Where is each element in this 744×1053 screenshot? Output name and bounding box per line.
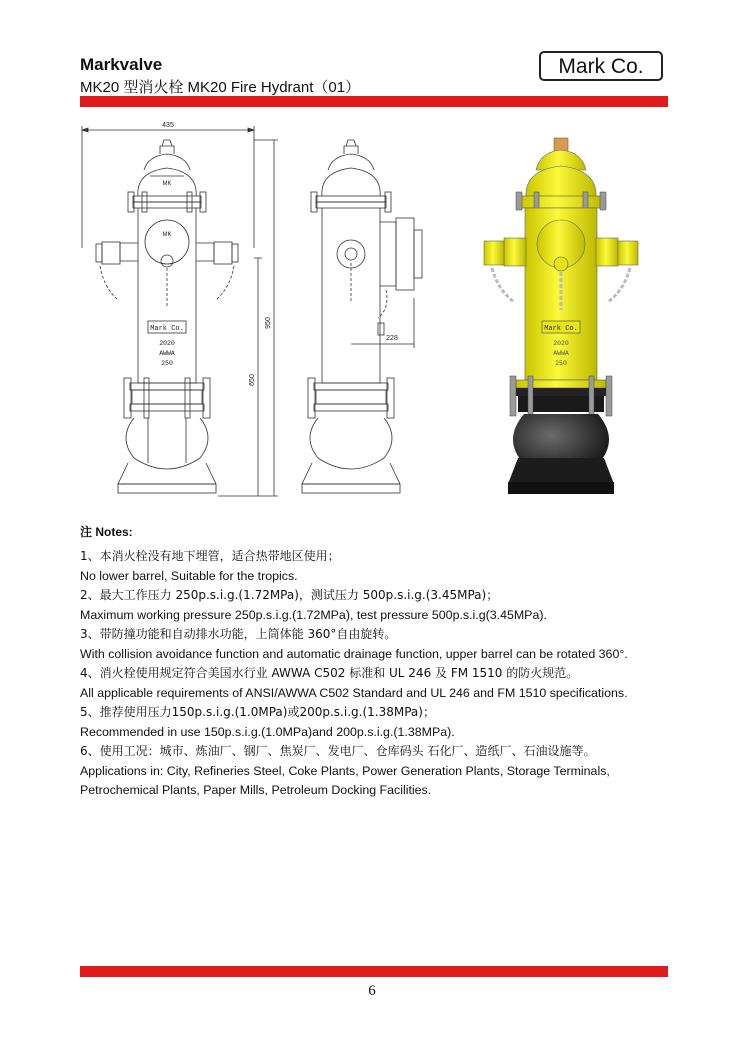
note-line: Recommended in use 150p.s.i.g.(1.0MPa)and 200p.s.i.g.(1.38MPa). <box>80 724 455 739</box>
note-line: Maximum working pressure 250p.s.i.g.(1.72MPa), test pressure 500p.s.i.g(3.45MPa). <box>80 607 547 622</box>
notes-heading: 注 Notes: <box>80 525 133 539</box>
render-plate-text: Mark Co. <box>544 325 578 333</box>
brand-name: Markvalve <box>80 55 163 74</box>
note-line: No lower barrel, Suitable for the tropics. <box>80 568 298 583</box>
render-barrel-standard: AWWA <box>553 350 569 357</box>
note-line: 5、推荐使用压力150p.s.i.g.(1.0MPa)或200p.s.i.g.(1.38MPa)； <box>80 705 435 719</box>
bonnet-mark: MK <box>162 181 172 187</box>
page-number: 6 <box>368 983 376 999</box>
dim-offset-label: 228 <box>386 335 398 342</box>
note-line: 3、带防撞功能和自动排水功能，上筒体能 360°自由旋转。 <box>80 627 397 641</box>
note-line: 2、最大工作压力 250p.s.i.g.(1.72MPa)，测试压力 500p.s.i.g.(3.45MPa)； <box>80 588 499 602</box>
note-line: Petrochemical Plants, Paper Mills, Petroleum Docking Facilities. <box>80 783 432 797</box>
note-line: 4、消火栓使用规定符合美国水行业 AWWA C502 标准和 UL 246 及 FM 1510 的防火规范。 <box>80 666 579 680</box>
barrel-standard: AWWA <box>159 350 175 357</box>
front-view-drawing <box>82 126 278 496</box>
company-logo: Mark Co. <box>539 51 663 81</box>
note-line: 1、本消火栓没有地下埋管，适合热带地区使用； <box>80 549 340 563</box>
barrel-year: 2020 <box>159 340 175 347</box>
dim-height-lower-label: 650 <box>249 374 256 386</box>
plate-text: Mark Co. <box>150 325 184 333</box>
hydrant-figures <box>78 118 668 508</box>
render-barrel-pressure: 250 <box>555 360 567 367</box>
document-title: MK20 型消火栓 MK20 Fire Hydrant（01） <box>80 79 361 96</box>
header-red-rule <box>80 96 668 107</box>
hydrant-color-render <box>484 138 638 494</box>
note-line: Applications in: City, Refineries Steel, Coke Plants, Power Generation Plants, Storage Terminals, <box>80 763 610 778</box>
barrel-pressure: 250 <box>161 360 173 367</box>
nozzle-mark: MK <box>162 232 172 238</box>
side-view-drawing <box>302 140 422 493</box>
render-barrel-year: 2020 <box>553 340 569 347</box>
notes-section <box>80 523 680 801</box>
note-line: All applicable requirements of ANSI/AWWA C502 Standard and UL 246 and FM 1510 specifications. <box>80 685 628 700</box>
footer-red-rule <box>80 966 668 977</box>
dim-height-total-label: 950 <box>265 317 272 329</box>
dim-width-label: 435 <box>162 122 174 129</box>
note-line: With collision avoidance function and automatic drainage function, upper barrel can be rotated 360°. <box>80 646 628 661</box>
note-line: 6、使用工况：城市、炼油厂、钢厂、焦炭厂、发电厂、仓库码头 石化厂、造纸厂、石油设施等。 <box>80 744 596 758</box>
